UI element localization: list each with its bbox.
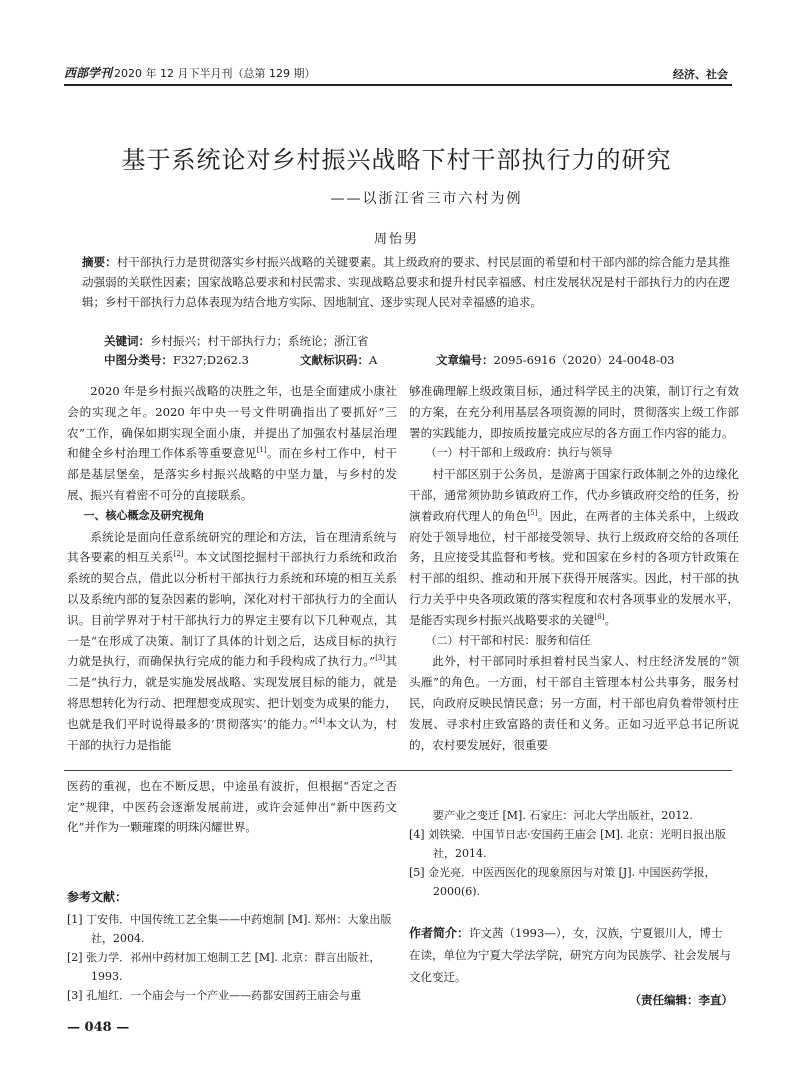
references-list bbox=[67, 910, 392, 1005]
author-name: 周怡男 bbox=[373, 232, 419, 247]
issue-text: 2020 年 12 月下半月刊（总第 129 期） bbox=[114, 67, 316, 80]
paragraph: 医药的重视，也在不断反思，中途虽有波折，但根据“否定之否定”规律，中医药会逐渐发展前进，或许会延伸出“新中医药文化”并作为一颗璀璨的明珠闪耀世界。 bbox=[67, 779, 397, 834]
keywords-label: 关键词： bbox=[104, 334, 150, 348]
abstract-text: 村干部执行力是贯彻落实乡村振兴战略的关键要素。其上级政府的要求、村民层面的希望和村干部内部的综合能力是其推动强弱的关联性因素；国家战略总要求和村民需求、实现战略总要求和提升村民幸福感、村庄发展状况是村干部执行力的内在逻辑；乡村干部执行力总体表现为结合地方实际、因地制宜、逐步实现人民对幸福感的追求。 bbox=[82, 255, 730, 309]
classification-line bbox=[104, 351, 724, 369]
references-continued bbox=[409, 806, 734, 901]
author-bio bbox=[409, 922, 731, 988]
abstract bbox=[82, 252, 730, 312]
paragraph: 2020 年是乡村振兴战略的决胜之年，也是全面建成小康社会的实现之年。2020 年中央一号文件明确指出了要抓好“三农”工作，确保如期实现全面小康，并提出了加强农村基层治理和健全乡村治理工作体系等重要意见[1]。而在乡村工作中，村干部是基层堡垒，是落实乡村振兴战略的中坚力量，与乡村的发展、振兴有着密不可分的直接联系。 bbox=[67, 384, 397, 502]
journal-issue bbox=[64, 64, 316, 81]
article-subtitle: ——以浙江省三市六村为例 bbox=[330, 191, 523, 207]
clc-label: 中图分类号： bbox=[104, 353, 173, 367]
reference-item: [4] 刘铁梁．中国节日志·安国药王庙会 [M]. 北京：光明日报出版社，2014. bbox=[409, 828, 726, 860]
doc-code-value: A bbox=[369, 353, 378, 367]
bio-text: 许文茜（1993—），女，汉族，宁夏银川人，博士在读，单位为宁夏大学法学院，研究方向为民族学、社会发展与文化变迁。 bbox=[409, 926, 731, 984]
section-heading-1: 一、核心概念及研究视角 bbox=[83, 508, 205, 522]
reference-item: [3] 孔旭红．一个庙会与一个产业——药都安国药王庙会与重 bbox=[67, 989, 362, 1002]
abstract-label: 摘要： bbox=[82, 255, 117, 269]
subsection-heading: （一）村干部和上级政府：执行与领导 bbox=[425, 446, 613, 460]
bio-label: 作者简介： bbox=[409, 926, 470, 940]
article-divider bbox=[64, 770, 732, 771]
page-number: — 048 — bbox=[67, 1020, 130, 1035]
paragraph: 村干部区别于公务员，是游离于国家行政体制之外的边缘化干部，通常须协助乡镇政府工作，代办乡镇政府交给的任务，扮演着政府代理人的角色[5]。因此，在两者的主体关系中，上级政府处于领导地位，村干部接受领导、执行上级政府交给的各项任务，且应接受其监督和考核。党和国家在乡村的各项方针政策在村干部的组织、推动和开展下获得开展落实。因此，村干部的执行力关乎中央各项政策的落实程度和农村各项事业的发展水平，是能否实现乡村振兴战略要求的关键[6]。 bbox=[409, 467, 739, 627]
responsible-editor: （责任编辑：李直） bbox=[629, 993, 733, 1007]
article-number-value: 2095-6916（2020）24-0048-03 bbox=[493, 353, 675, 367]
journal-logo: 西部学刊 bbox=[64, 66, 113, 80]
references-heading: 参考文献： bbox=[67, 890, 128, 904]
previous-article-tail bbox=[67, 776, 397, 838]
body-left-column bbox=[67, 381, 397, 755]
article-number-label: 文章编号： bbox=[436, 353, 494, 367]
paragraph: 此外，村干部同时承担着村民当家人、村庄经济发展的“领头雁”的角色。一方面，村干部自主管理本村公共事务，服务村民，向政府反映民情民意；另一方面，村干部也肩负着带领村庄发展、寻求村庄致富路的责任和义务。正如习近平总书记所说的，农村要发展好，很重要 bbox=[409, 654, 739, 752]
article-title: 基于系统论对乡村振兴战略下村干部执行力的研究 bbox=[121, 146, 672, 174]
keywords-text: 乡村振兴；村干部执行力；系统论；浙江省 bbox=[150, 334, 369, 348]
keywords bbox=[104, 332, 724, 350]
subsection-heading: （二）村干部和村民：服务和信任 bbox=[425, 633, 591, 647]
running-header bbox=[64, 62, 732, 82]
doc-code-label: 文献标识码： bbox=[300, 353, 369, 367]
header-rule bbox=[64, 84, 732, 86]
paragraph: 够准确理解上级政策目标，通过科学民主的决策，制订行之有效的方案，在充分利用基层各项资源的同时，贯彻落实上级工作部署的实践能力，即按质按量完成应尽的各方面工作内容的能力。 bbox=[409, 384, 739, 440]
reference-item: [5] 金光亮．中医西医化的现象原因与对策 [J]. 中国医药学报，2000(6). bbox=[409, 866, 716, 898]
body-right-column bbox=[409, 381, 739, 755]
reference-item: [2] 张力学．祁州中药材加工炮制工艺 [M]. 北京：群言出版社，1993. bbox=[67, 951, 381, 983]
reference-item: [1] 丁安伟．中国传统工艺全集——中药炮制 [M]. 郑州：大象出版社，2004. bbox=[67, 913, 392, 945]
section-label: 经济、社会 bbox=[673, 68, 728, 81]
clc-value: F327;D262.3 bbox=[173, 353, 249, 367]
paragraph: 系统论是面向任意系统研究的理论和方法，旨在理清系统与其各要素的相互关系[2]。本文试图挖掘村干部执行力系统和政治系统的契合点，借此以分析村干部执行力系统和环境的相互关系以及系统内部的复杂因素的影响，深化对村干部执行力的全面认识。目前学界对于村干部执行力的界定主要有以下几种观点，其一是“在形成了决策、制订了具体的计划之后，达成目标的执行力就是执行，而确保执行完成的能力和手段构成了执行力。”[3]其二是“执行力，就是实施发展战略、实现发展目标的能力，就是将思想转化为行动、把理想变成现实、把计划变为成果的能力，也就是我们平时说得最多的‘贯彻落实’的能力。”[4]本文认为，村干部的执行力是指能 bbox=[67, 529, 397, 752]
reference-continuation: 要产业之变迁 [M]. 石家庄：河北大学出版社，2012. bbox=[433, 809, 693, 822]
